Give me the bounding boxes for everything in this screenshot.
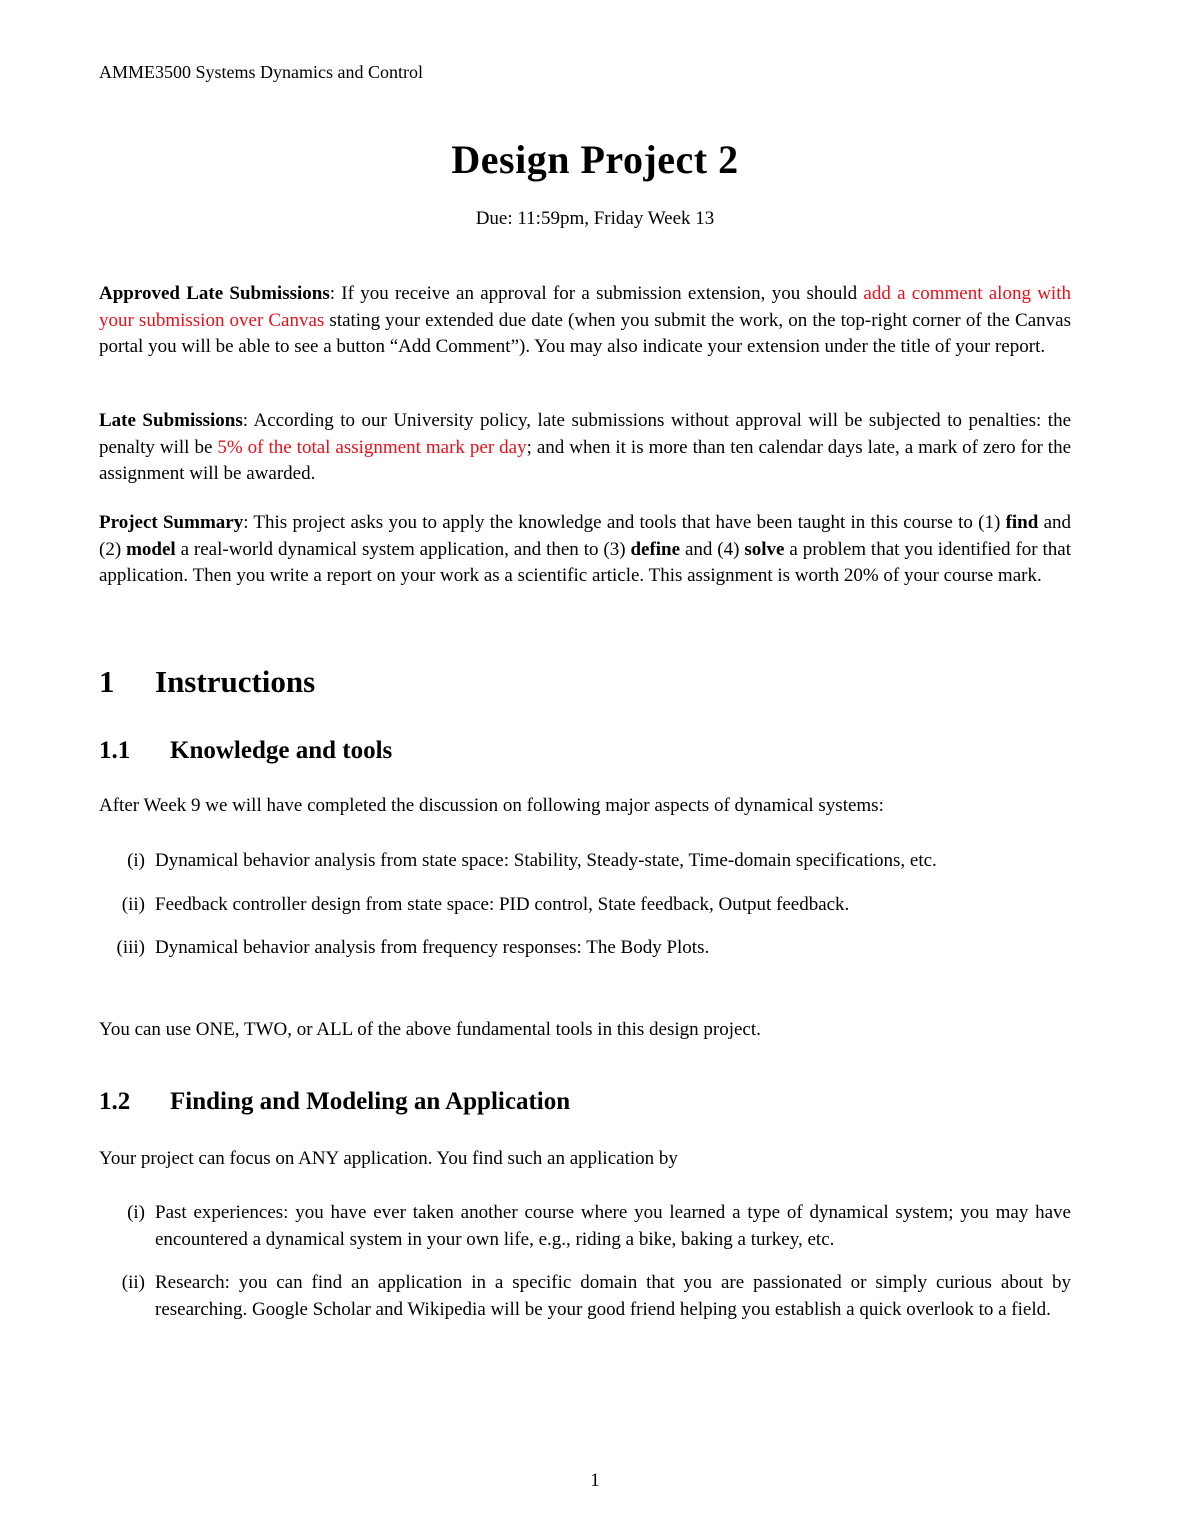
list-item <box>99 1200 1071 1253</box>
approved-late-text-1: : If you receive an approval for a submission extension, you should <box>329 283 864 304</box>
list-marker: (iii) <box>116 937 145 958</box>
subsection-heading-1-2 <box>99 1088 570 1116</box>
list-marker: (i) <box>127 1202 145 1223</box>
subsection-title: Knowledge and tools <box>170 737 393 764</box>
document-title: Design Project 2 <box>451 137 739 182</box>
subsection-heading-1-1 <box>99 737 392 765</box>
summary-text: a real-world dynamical system application, and then to (3) <box>175 538 631 560</box>
list-marker: (ii) <box>121 1272 145 1293</box>
list-item-text: Research: you can find an application in a specific domain that you are passionated or simply curious about by researching. Google Scholar and Wikipedia will be your good friend helping you establish a quick overlook to a field. <box>155 1272 1071 1320</box>
list-item-text: Dynamical behavior analysis from frequency responses: The Body Plots. <box>155 937 710 958</box>
knowledge-list <box>99 848 1071 962</box>
subsection-title: Finding and Modeling an Application <box>170 1088 571 1115</box>
section-heading-1 <box>99 664 315 700</box>
late-submissions-paragraph <box>99 408 1071 488</box>
subsection-number: 1.1 <box>99 737 131 764</box>
subsection-number: 1.2 <box>99 1088 131 1115</box>
section-title: Instructions <box>155 664 316 699</box>
application-list <box>99 1200 1071 1323</box>
list-marker: (i) <box>127 850 145 871</box>
summary-label: Project Summary <box>99 512 244 533</box>
late-highlight: 5% of the total assignment mark per day <box>217 436 527 458</box>
application-intro: Your project can focus on ANY application. You find such an application by <box>99 1148 678 1169</box>
summary-text: and (2) <box>99 512 1072 560</box>
list-item-text: Feedback controller design from state space: PID control, State feedback, Output feedback. <box>155 893 850 915</box>
list-item <box>99 935 1071 962</box>
summary-bold-find: find <box>1005 512 1039 533</box>
summary-text: a problem that you identified for that application. Then you write a report on your work as a scientific article. This assignment is worth 20% of your course mark. <box>99 538 1071 586</box>
knowledge-intro: After Week 9 we will have completed the discussion on following major aspects of dynamical systems: <box>99 795 884 816</box>
list-item-text: Past experiences: you have ever taken another course where you learned a type of dynamical system; you may have encountered a dynamical system in your own life, e.g., riding a bike, baking a turkey, etc. <box>155 1202 1071 1250</box>
running-header: AMME3500 Systems Dynamics and Control <box>99 62 423 82</box>
list-marker: (ii) <box>121 893 145 915</box>
knowledge-outro: You can use ONE, TWO, or ALL of the above fundamental tools in this design project. <box>99 1019 761 1040</box>
page-number: 1 <box>590 1470 600 1491</box>
summary-bold-solve: solve <box>744 538 785 560</box>
list-item-text: Dynamical behavior analysis from state space: Stability, Steady-state, Time-domain specifications, etc. <box>155 850 937 871</box>
approved-late-label: Approved Late Submissions <box>99 283 330 304</box>
summary-bold-define: define <box>630 538 681 560</box>
due-date: Due: 11:59pm, Friday Week 13 <box>475 208 715 229</box>
summary-text: and (4) <box>680 538 745 560</box>
approved-late-paragraph <box>99 281 1071 361</box>
project-summary-paragraph <box>99 510 1071 590</box>
section-number: 1 <box>99 664 115 699</box>
list-item <box>99 892 1071 919</box>
approved-late-text-2: stating your extended due date (when you submit the work, on the top-right corner of the Canvas portal you will be able to see a button “Add Comment”). You may also indicate your extension under the title of your report. <box>99 309 1071 357</box>
late-text-1: : According to our University policy, late submissions without approval will be subjected to penalties: the penalty will be <box>99 410 1071 458</box>
list-item <box>99 848 1071 875</box>
summary-text: : This project asks you to apply the knowledge and tools that have been taught in this course to (1) <box>243 512 1006 533</box>
list-item <box>99 1270 1071 1323</box>
approved-late-highlight: add a comment along with your submission over Canvas <box>99 283 1071 331</box>
late-label: Late Submissions <box>99 410 243 431</box>
summary-bold-model: model <box>126 538 176 560</box>
late-text-2: ; and when it is more than ten calendar days late, a mark of zero for the assignment will be awarded. <box>99 436 1071 484</box>
